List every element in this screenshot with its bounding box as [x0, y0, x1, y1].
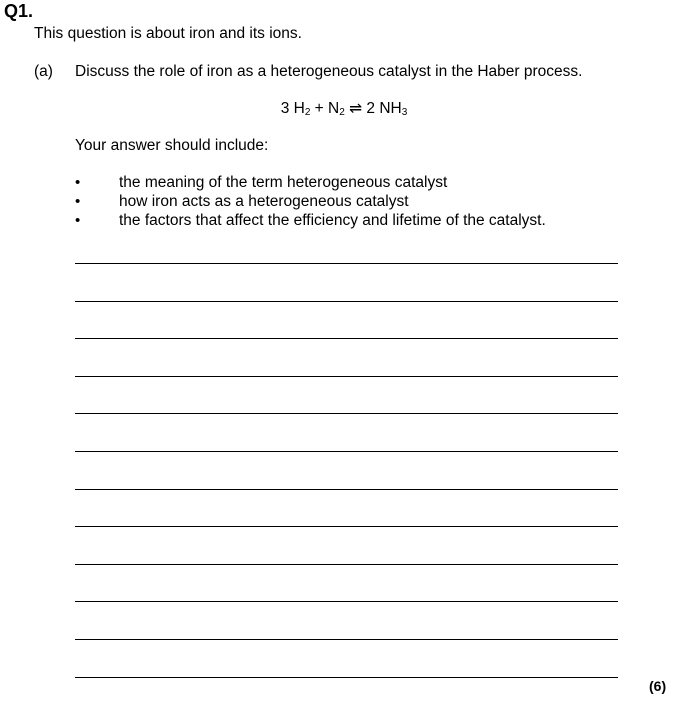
bullet-point: • [75, 174, 81, 191]
answer-line[interactable] [75, 413, 618, 414]
answer-line[interactable] [75, 639, 618, 640]
equation-subscript-h2: 2 [304, 107, 311, 118]
equation-subscript-n2: 2 [339, 107, 345, 118]
answer-line[interactable] [75, 564, 618, 565]
bullet-point: • [75, 193, 81, 210]
answer-line[interactable] [75, 601, 618, 602]
equation-hydrogen: 3 H [280, 100, 305, 117]
marks-available: (6) [649, 678, 667, 694]
bullet-list [75, 173, 546, 230]
answer-line[interactable] [75, 677, 618, 678]
bullet-text: how iron acts as a heterogeneous catalyst [119, 193, 409, 210]
answer-line[interactable] [75, 301, 618, 302]
part-label: (a) [34, 63, 53, 80]
list-item [75, 211, 546, 230]
list-item [75, 192, 546, 211]
equation-subscript-nh3: 3 [401, 107, 408, 118]
bullet-point: • [75, 212, 81, 229]
answer-line[interactable] [75, 338, 618, 339]
answer-line[interactable] [75, 376, 618, 377]
bullet-text: the factors that affect the efficiency and lifetime of the catalyst. [119, 212, 546, 229]
answer-line[interactable] [75, 263, 618, 264]
list-item [75, 173, 546, 192]
question-intro: This question is about iron and its ions. [34, 25, 302, 42]
answer-line[interactable] [75, 489, 618, 490]
question-number: Q1. [4, 1, 34, 21]
haber-equation [0, 99, 688, 118]
include-prompt: Your answer should include: [75, 137, 269, 154]
equation-ammonia: 2 NH [366, 100, 402, 117]
part-question-text: Discuss the role of iron as a heterogeneous catalyst in the Haber process. [75, 63, 583, 80]
equilibrium-arrow: ⇌ [344, 100, 367, 117]
answer-line[interactable] [75, 451, 618, 452]
bullet-text: the meaning of the term heterogeneous catalyst [119, 174, 448, 191]
answer-line[interactable] [75, 526, 618, 527]
equation-nitrogen: + N [310, 100, 340, 117]
